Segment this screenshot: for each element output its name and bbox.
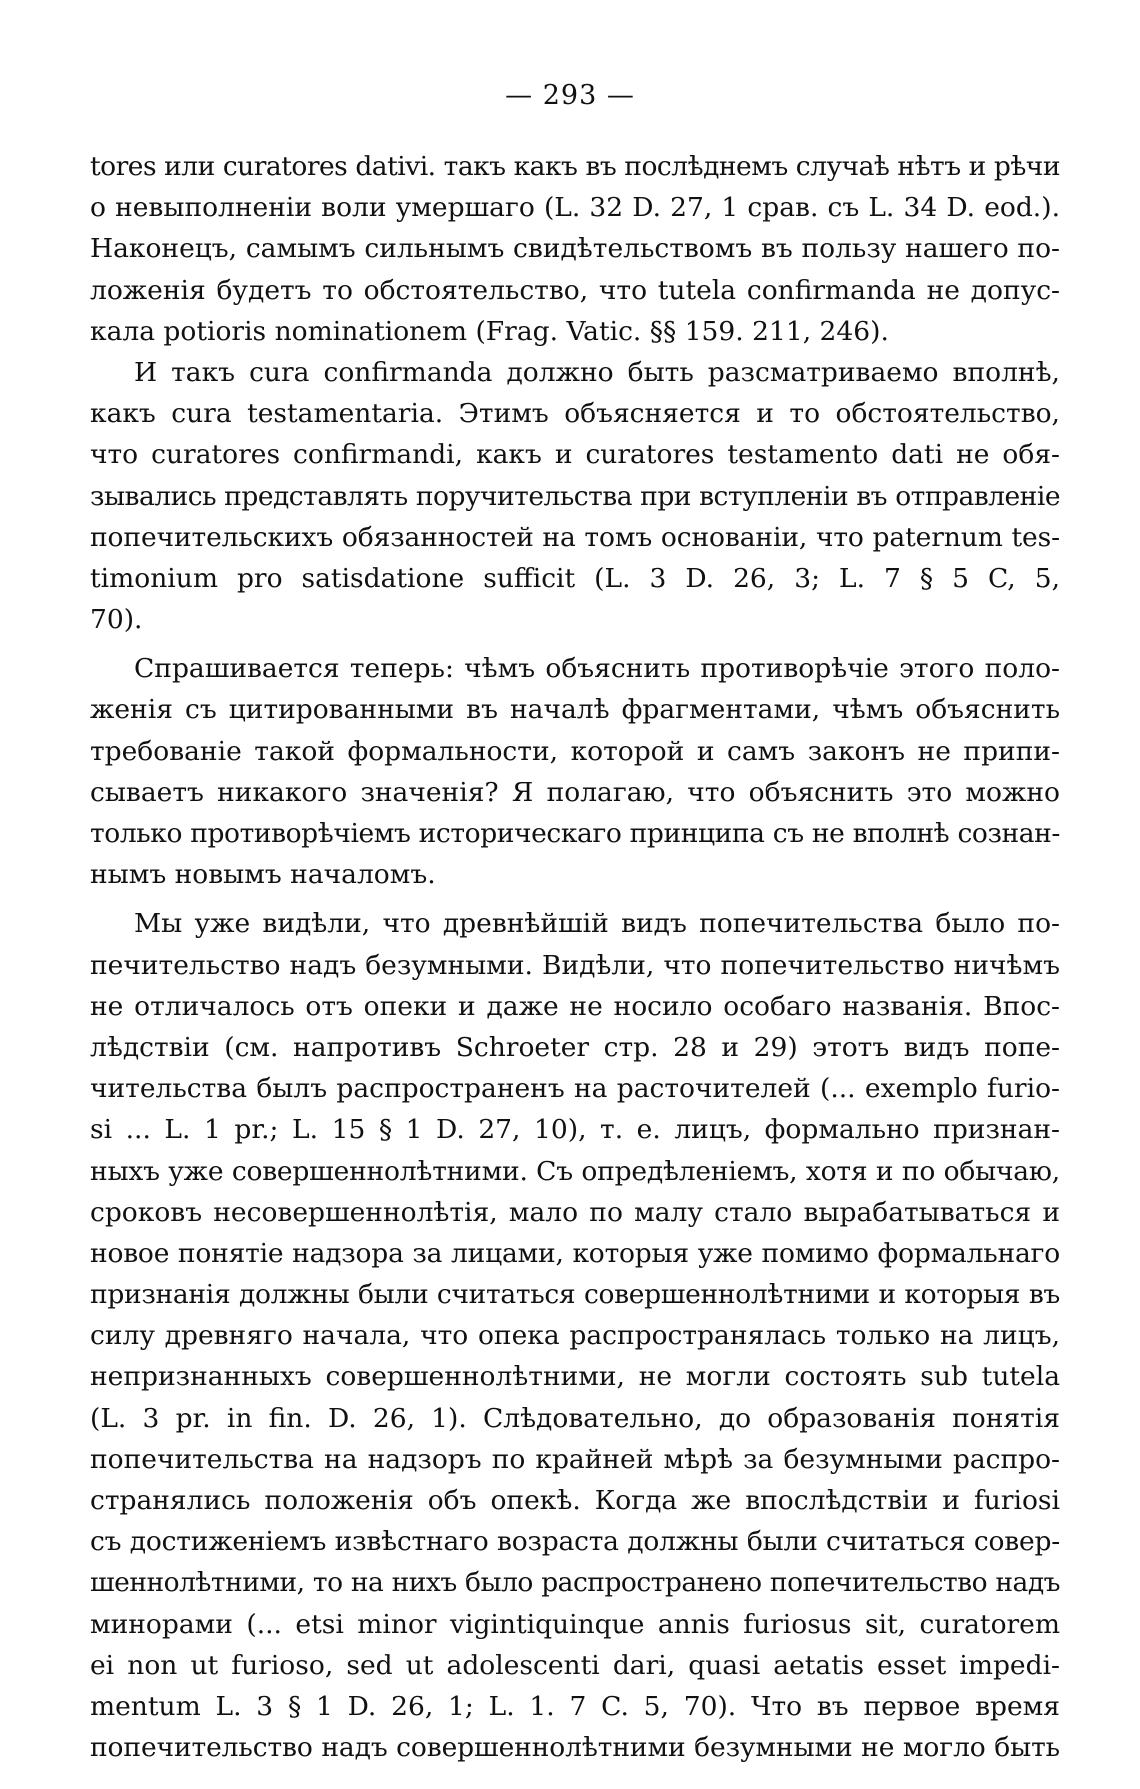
text-line: печительство надъ безумными. Видѣли, что попечительство ничѣмъ xyxy=(90,949,1060,981)
text-line: какъ cura testamentaria. Этимъ объясняется и то обстоятельство, xyxy=(90,398,1060,430)
text-line: шеннолѣтними, то на нихъ было распространено попечительство надъ xyxy=(90,1567,1060,1599)
text-line: ei non ut furioso, sed ut adolescenti dari, quasi aetatis esset impedi- xyxy=(90,1649,1060,1681)
text-line: попечительства на надзоръ по крайней мѣрѣ за безумными распро- xyxy=(90,1443,1060,1475)
text-line: требованіе такой формальности, которой и самъ законъ не припи- xyxy=(90,735,1060,767)
body-text xyxy=(90,146,1060,1768)
text-line: съ достиженіемъ извѣстнаго возраста должны были считаться совер- xyxy=(90,1526,1060,1558)
text-line: tores или curatores dativi. такъ какъ въ послѣднемъ случаѣ нѣтъ и рѣчи xyxy=(90,151,1060,182)
text-line: признанія должны были считаться совершеннолѣтними и которыя въ xyxy=(90,1279,1060,1311)
text-line: попечительство надъ совершеннолѣтними безумными не могло быть xyxy=(90,1732,1060,1764)
text-line: чительства былъ распространенъ на расточителей (... exemplo furio- xyxy=(90,1073,1060,1105)
text-line: нымъ новымъ началомъ. xyxy=(90,859,436,891)
text-line: непризнанныхъ совершеннолѣтними, не могли состоять sub tutela xyxy=(90,1361,1060,1393)
text-line: ложенія будетъ то обстоятельство, что tutela confirmanda не допус- xyxy=(90,274,1060,306)
text-line: Спрашивается теперь: чѣмъ объяснить противорѣчіе этого поло- xyxy=(134,653,1060,685)
text-line: зывались представлять поручительства при вступленіи въ отправленіе xyxy=(90,480,1060,512)
text-line: 70). xyxy=(90,604,143,636)
text-line: не отличалось отъ опеки и даже не носило особаго названія. Впос- xyxy=(90,990,1060,1022)
text-line: сроковъ несовершеннолѣтія, мало по малу стало вырабатываться и xyxy=(90,1196,1060,1228)
text-line: о невыполненіи воли умершаго (L. 32 D. 27, 1 срав. съ L. 34 D. eod.). xyxy=(90,192,1060,224)
text-line: лѣдствіи (см. напротивъ Schroeter стр. 28 и 29) этотъ видъ попе- xyxy=(90,1031,1060,1063)
text-line: минорами (... etsi minor vigintiquinque annis furiosus sit, curatorem xyxy=(90,1608,1060,1640)
text-line: попечительскихъ обязанностей на томъ основаніи, что paternum tes- xyxy=(90,521,1060,553)
text-line: Мы уже видѣли, что древнѣйшій видъ попечительства было по- xyxy=(134,908,1060,940)
text-line: si ... L. 1 pr.; L. 15 § 1 D. 27, 10), т. е. лицъ, формально признан- xyxy=(90,1114,1060,1146)
text-line: кала potioris nominationem (Frag. Vatic. §§ 159. 211, 246). xyxy=(90,315,889,347)
text-line: только противорѣчіемъ историческаго принципа съ не вполнѣ сознан- xyxy=(90,818,1060,849)
text-line: ныхъ уже совершеннолѣтними. Съ опредѣленіемъ, хотя и по обычаю, xyxy=(90,1155,1060,1187)
text-line: сываетъ никакого значенія? Я полагаю, что объяснить это можно xyxy=(90,776,1060,808)
text-line: Наконецъ, самымъ сильнымъ свидѣтельствомъ въ пользу нашего по- xyxy=(90,233,1060,265)
text-line: И такъ cura confirmanda должно быть разсматриваемо вполнѣ, xyxy=(134,356,1060,388)
text-line: timonium pro satisdatione sufficit (L. 3 D. 26, 3; L. 7 § 5 C, 5, xyxy=(90,562,1060,594)
text-line: что curatores confirmandi, какъ и curatores testamento dati не обя- xyxy=(90,439,1060,471)
text-line: (L. 3 pr. in fin. D. 26, 1). Слѣдовательно, до образованія понятія xyxy=(90,1402,1060,1434)
page-number: — 293 — xyxy=(505,80,635,111)
text-line: силу древняго начала, что опека распространялась только на лицъ, xyxy=(90,1320,1060,1352)
text-line: странялись положенія объ опекѣ. Когда же впослѣдствіи и furiosi xyxy=(90,1485,1060,1516)
text-line: женія съ цитированными въ началѣ фрагментами, чѣмъ объяснить xyxy=(90,694,1060,726)
text-line: mentum L. 3 § 1 D. 26, 1; L. 1. 7 C. 5, 70). Что въ первое время xyxy=(90,1690,1060,1722)
text-line: новое понятіе надзора за лицами, которыя уже помимо формальнаго xyxy=(90,1237,1060,1269)
